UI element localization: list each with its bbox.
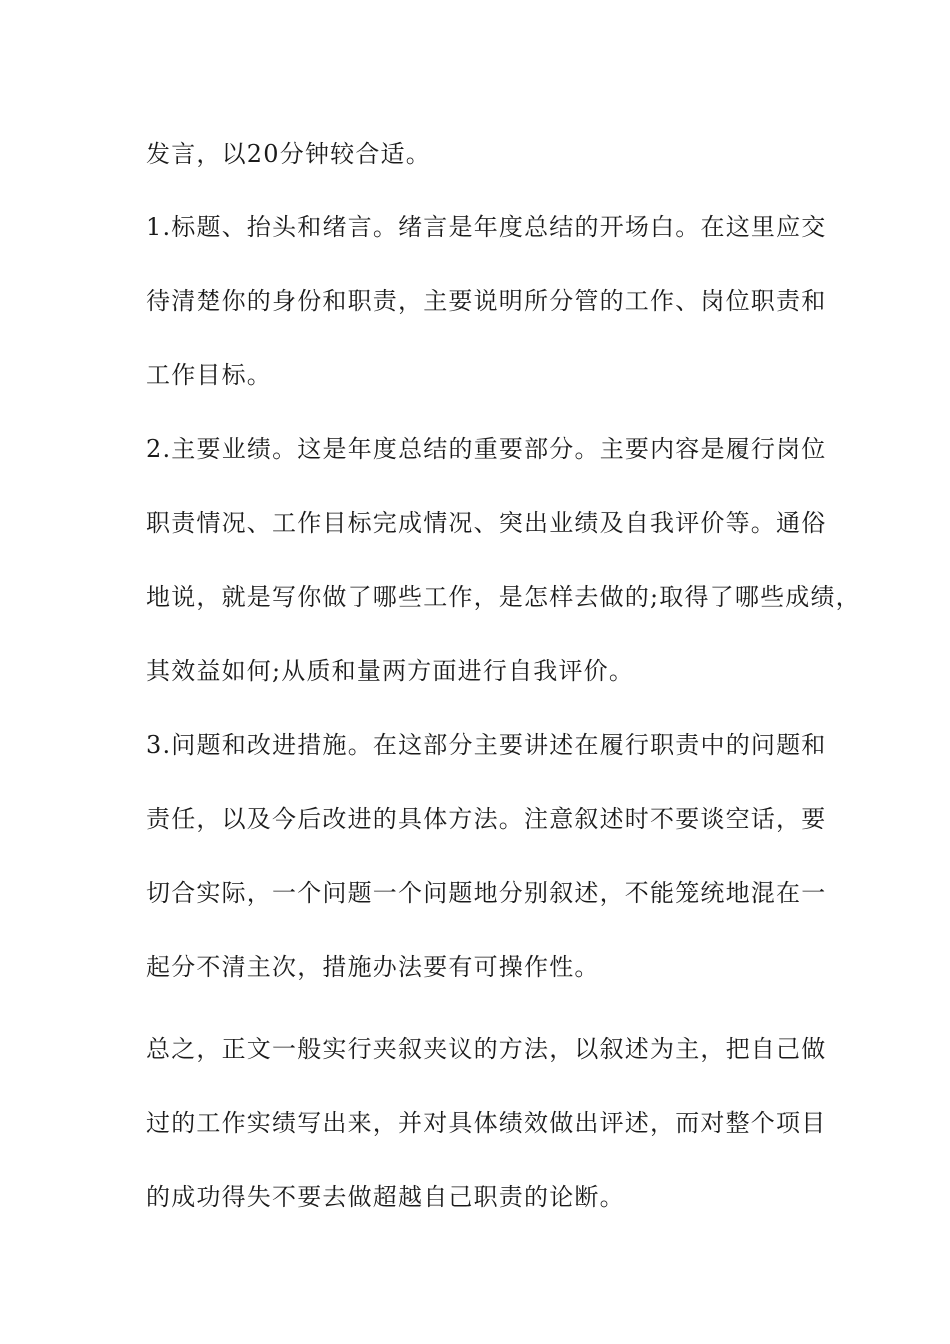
text-line: 职责情况、工作目标完成情况、突出业绩及自我评价等。通俗 (146, 509, 827, 537)
text-line: 的成功得失不要去做超越自己职责的论断。 (146, 1183, 625, 1211)
text-line: 1.标题、抬头和绪言。绪言是年度总结的开场白。在这里应交 (146, 213, 827, 241)
text-line: 起分不清主次，措施办法要有可操作性。 (146, 953, 600, 981)
text-line: 责任，以及今后改进的具体方法。注意叙述时不要谈空话，要 (146, 805, 827, 833)
text-line: 过的工作实绩写出来，并对具体绩效做出评述，而对整个项目 (146, 1109, 827, 1137)
text-line: 发言，以20分钟较合适。 (146, 140, 431, 168)
text-line: 3.问题和改进措施。在这部分主要讲述在履行职责中的问题和 (146, 731, 827, 759)
text-line: 其效益如何;从质和量两方面进行自我评价。 (146, 657, 635, 685)
text-line: 2.主要业绩。这是年度总结的重要部分。主要内容是履行岗位 (146, 435, 827, 463)
text-line: 总之，正文一般实行夹叙夹议的方法，以叙述为主，把自己做 (146, 1035, 827, 1063)
text-line: 地说，就是写你做了哪些工作，是怎样去做的;取得了哪些成绩， (146, 583, 861, 611)
text-line: 待清楚你的身份和职责，主要说明所分管的工作、岗位职责和 (146, 287, 827, 315)
text-line: 切合实际，一个问题一个问题地分别叙述，不能笼统地混在一 (146, 879, 827, 907)
text-line: 工作目标。 (146, 361, 272, 389)
